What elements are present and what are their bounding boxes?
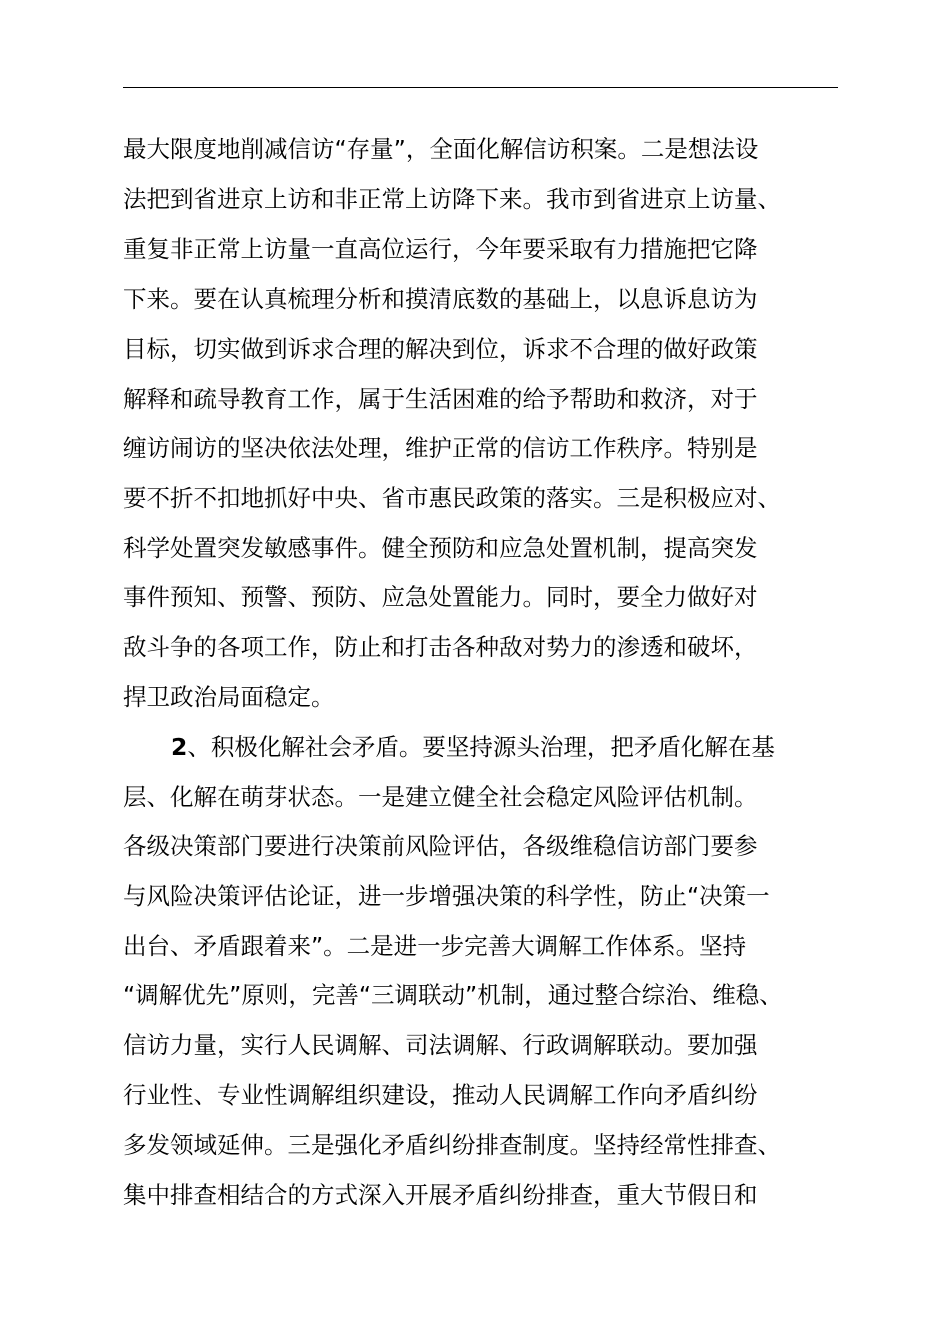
text-line: 敌斗争的各项工作，防止和打击各种敌对势力的渗透和破坏， bbox=[123, 633, 758, 661]
paragraph-number: 2 bbox=[171, 733, 188, 761]
header-rule bbox=[123, 87, 838, 88]
text-line: 解释和疏导教育工作，属于生活困难的给予帮助和救济，对于 bbox=[123, 385, 758, 413]
text-line: 目标，切实做到诉求合理的解决到位，诉求不合理的做好政策 bbox=[123, 335, 758, 363]
text-line: 要不折不扣地抓好中央、省市惠民政策的落实。三是积极应对、 bbox=[123, 484, 781, 512]
text-line: 重复非正常上访量一直高位运行，今年要采取有力措施把它降 bbox=[123, 235, 758, 263]
text-line: “调解优先”原则，完善“三调联动”机制，通过整合综治、维稳、 bbox=[123, 981, 783, 1009]
text-line: 出台、矛盾跟着来”。二是进一步完善大调解工作体系。坚持 bbox=[123, 932, 747, 960]
text-line: 集中排查相结合的方式深入开展矛盾纠纷排查，重大节假日和 bbox=[123, 1181, 758, 1209]
text-line: 多发领域延伸。三是强化矛盾纠纷排查制度。坚持经常性排查、 bbox=[123, 1131, 781, 1159]
text-line: 最大限度地削减信访“存量”，全面化解信访积案。二是想法设 bbox=[123, 135, 759, 163]
text-line: 缠访闹访的坚决依法处理，维护正常的信访工作秩序。特别是 bbox=[123, 434, 758, 462]
paragraph-2-first-line bbox=[171, 732, 901, 762]
text-line: 科学处置突发敏感事件。健全预防和应急处置机制，提高突发 bbox=[123, 534, 758, 562]
text-line: 与风险决策评估论证，进一步增强决策的科学性，防止“决策一 bbox=[123, 882, 770, 910]
text-line: 信访力量，实行人民调解、司法调解、行政调解联动。要加强 bbox=[123, 1031, 758, 1059]
text-line: 事件预知、预警、预防、应急处置能力。同时，要全力做好对 bbox=[123, 583, 758, 611]
text-line: 层、化解在萌芽状态。一是建立健全社会稳定风险评估机制。 bbox=[123, 783, 758, 811]
text-line: 各级决策部门要进行决策前风险评估，各级维稳信访部门要参 bbox=[123, 832, 758, 860]
text-span: 、积极化解社会矛盾。要坚持源头治理，把矛盾化解在基 bbox=[187, 733, 775, 761]
text-line: 捍卫政治局面稳定。 bbox=[123, 683, 335, 711]
text-line: 行业性、专业性调解组织建设，推动人民调解工作向矛盾纠纷 bbox=[123, 1081, 758, 1109]
text-line: 法把到省进京上访和非正常上访降下来。我市到省进京上访量、 bbox=[123, 185, 781, 213]
text-line: 下来。要在认真梳理分析和摸清底数的基础上，以息诉息访为 bbox=[123, 285, 758, 313]
